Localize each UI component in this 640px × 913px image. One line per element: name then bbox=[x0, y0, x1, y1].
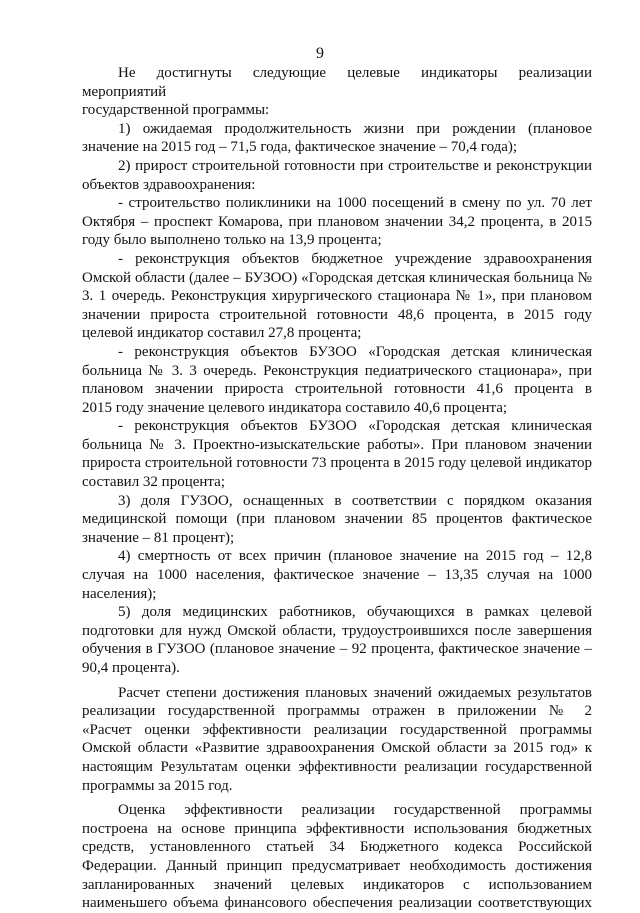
paragraph-line: подготовки для нужд Омской области, трудоустроившихся после завершения bbox=[82, 622, 592, 639]
paragraph-line: целевой индикатор составил 27,8 процента; bbox=[82, 325, 362, 342]
paragraph-line: - реконструкция объектов бюджетное учреждение здравоохранения bbox=[118, 250, 592, 267]
paragraph-line: наименьшего объема финансового обеспечения реализации соответствующих bbox=[82, 895, 592, 912]
paragraph bbox=[82, 684, 592, 796]
paragraph-line: Омской области «Развитие здравоохранения Омской области за 2015 год» к bbox=[82, 740, 592, 757]
paragraph-line: году было выполнено только на 13,9 процента; bbox=[82, 232, 382, 249]
paragraph bbox=[82, 64, 592, 120]
paragraph-line: запланированных значений целевых индикаторов с использованием bbox=[82, 876, 592, 893]
paragraph-line: Федерации. Данный принцип предусматривает необходимость достижения bbox=[82, 857, 592, 874]
paragraph-line: обучения в ГУЗОО (плановое значение – 92 процента, фактическое значение – bbox=[82, 641, 592, 658]
paragraph bbox=[82, 801, 592, 913]
paragraph bbox=[82, 250, 592, 343]
paragraph-line: Октября – проспект Комарова, при плановом значении 34,2 процента, в 2015 bbox=[82, 213, 592, 230]
paragraph-line: плановом значении прироста строительной готовности 41,6 процента в bbox=[82, 381, 592, 398]
paragraph-line: Не достигнуты следующие целевые индикаторы реализации мероприятий bbox=[82, 65, 592, 100]
paragraph-line: 2015 году значение целевого индикатора составило 40,6 процента; bbox=[82, 399, 508, 416]
paragraph-line: значение на 2015 год – 71,5 года, фактическое значение – 70,4 года); bbox=[82, 139, 518, 156]
paragraph bbox=[82, 417, 592, 491]
paragraph-line: - реконструкция объектов БУЗОО «Городская детская клиническая bbox=[118, 418, 592, 435]
paragraph bbox=[82, 603, 592, 677]
paragraph bbox=[82, 194, 592, 250]
page-number: 9 bbox=[316, 45, 324, 62]
paragraph-line: населения); bbox=[82, 585, 157, 602]
paragraph-line: Омской области (далее – БУЗОО) «Городская детская клиническая больница № bbox=[82, 269, 592, 286]
paragraph-line: государственной программы: bbox=[82, 102, 270, 119]
paragraph-line: медицинской помощи (при плановом значении 85 процентов фактическое bbox=[82, 511, 592, 528]
paragraph-line: 3) доля ГУЗОО, оснащенных в соответствии с порядком оказания bbox=[118, 492, 592, 509]
paragraph-line: Расчет степени достижения плановых значений ожидаемых результатов bbox=[118, 684, 592, 701]
paragraph bbox=[82, 120, 592, 157]
paragraph bbox=[82, 343, 592, 417]
paragraph-line: случая на 1000 населения, фактическое значение – 13,35 случая на 1000 bbox=[82, 567, 592, 584]
paragraph-line: настоящим Результатам оценки эффективности реализации государственной bbox=[82, 758, 592, 775]
paragraph-line: 2) прирост строительной готовности при строительстве и реконструкции bbox=[118, 157, 592, 174]
document-body bbox=[82, 64, 592, 913]
paragraph-line: больница № 3. Проектно-изыскательские работы». При плановом значении bbox=[82, 436, 592, 453]
paragraph bbox=[82, 547, 592, 603]
paragraph-line: построена на основе принципа эффективности использования бюджетных bbox=[82, 820, 592, 837]
paragraph-line: - строительство поликлиники на 1000 посещений в смену по ул. 70 лет bbox=[118, 195, 592, 212]
paragraph-line: «Расчет оценки эффективности реализации государственной программы bbox=[82, 721, 592, 738]
paragraph bbox=[82, 157, 592, 194]
paragraph-line: - реконструкция объектов БУЗОО «Городская детская клиническая bbox=[118, 343, 592, 360]
paragraph-line: 4) смертность от всех причин (плановое значение на 2015 год – 12,8 bbox=[118, 548, 592, 565]
paragraph-line: 1) ожидаемая продолжительность жизни при рождении (плановое bbox=[118, 120, 592, 137]
paragraph-line: значении прироста строительной готовности 48,6 процента, в 2015 году bbox=[82, 306, 592, 323]
paragraph-line: реализации государственной программы отражен в приложении № 2 bbox=[82, 703, 592, 720]
paragraph-line: значение – 81 процент); bbox=[82, 529, 235, 546]
paragraph-line: 3. 1 очередь. Реконструкция хирургического стационара № 1», при плановом bbox=[82, 288, 592, 305]
paragraph bbox=[82, 492, 592, 548]
paragraph-line: Оценка эффективности реализации государственной программы bbox=[118, 802, 592, 819]
paragraph-line: 5) доля медицинских работников, обучающихся в рамках целевой bbox=[118, 604, 592, 621]
paragraph-line: программы за 2015 год. bbox=[82, 777, 233, 794]
paragraph-line: составил 32 процента; bbox=[82, 474, 225, 491]
paragraph-line: 90,4 процента). bbox=[82, 660, 180, 676]
paragraph-line: средств, установленного статьей 34 Бюджетного кодекса Российской bbox=[82, 839, 592, 856]
paragraph-line: объектов здравоохранения: bbox=[82, 176, 256, 193]
paragraph-line: больница № 3. 3 очередь. Реконструкция педиатрического стационара», при bbox=[82, 362, 592, 379]
paragraph-line: прироста строительной готовности 73 процента в 2015 году целевой индикатор bbox=[82, 455, 592, 472]
